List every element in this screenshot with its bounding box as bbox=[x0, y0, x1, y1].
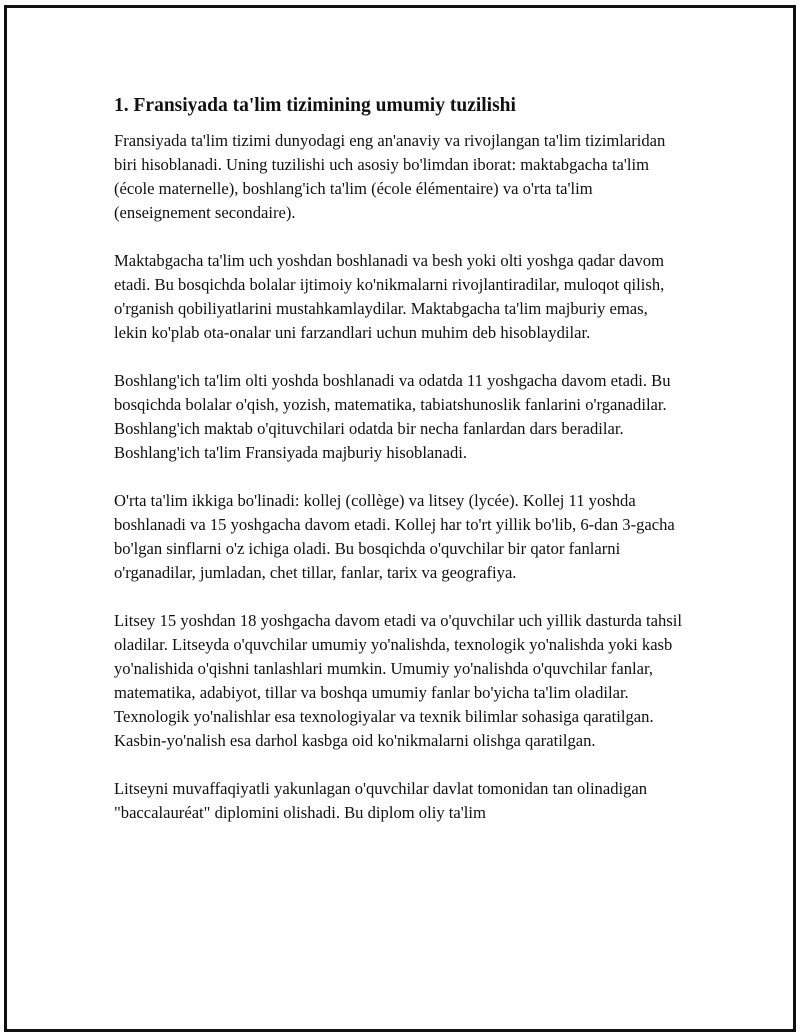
paragraph-secondary: O'rta ta'lim ikkiga bo'linadi: kollej (collège) va litsey (lycée). Kollej 11 yoshda boshlanadi va 15 yoshgacha davom etadi. Kollej har to'rt yillik bo'lib, 6-dan 3-gacha bo'lgan sinflarni o'z ichiga oladi. Bu bosqichda o'quvchilar bir qator fanlarni o'rganadilar, jumladan, chet tillar, fanlar, tarix va geografiya. bbox=[114, 491, 675, 582]
paragraph-overview: Fransiyada ta'lim tizimi dunyodagi eng an'anaviy va rivojlangan ta'lim tizimlaridan biri hisoblanadi. Uning tuzilishi uch asosiy bo'limdan iborat: maktabgacha ta'lim (école maternelle), boshlang'ich ta'lim (école élémentaire) va o'rta ta'lim (enseignement secondaire). bbox=[114, 131, 666, 222]
document-body bbox=[114, 92, 684, 849]
paragraph-primary: Boshlang'ich ta'lim olti yoshda boshlanadi va odatda 11 yoshgacha davom etadi. Bu bosqichda bolalar o'qish, yozish, matematika, tabiatshunoslik fanlarini o'rganadilar. Boshlang'ich maktab o'qituvchilari odatda bir necha fanlardan dars beradilar. Boshlang'ich ta'lim Fransiyada majburiy hisoblanadi. bbox=[114, 371, 671, 462]
paragraph-preschool: Maktabgacha ta'lim uch yoshdan boshlanadi va besh yoki olti yoshga qadar davom etadi. Bu bosqichda bolalar ijtimoiy ko'nikmalarni rivojlantiradilar, muloqot qilish, o'rganish qobiliyatlarini mustahkamlaydilar. Maktabgacha ta'lim majburiy emas, lekin ko'plab ota-onalar uni farzandlari uchun muhim deb hisoblaydilar. bbox=[114, 251, 665, 342]
paragraph-lycee: Litsey 15 yoshdan 18 yoshgacha davom etadi va o'quvchilar uch yillik dasturda tahsil oladilar. Litseyda o'quvchilar umumiy yo'nalishda, texnologik yo'nalishda yoki kasb yo'nalishida o'qishni tanlashlari mumkin. Umumiy yo'nalishda o'quvchilar fanlar, matematika, adabiyot, tillar va boshqa umumiy fanlar bo'yicha ta'lim oladilar. Texnologik yo'nalishlar esa texnologiyalar va texnik bilimlar sohasiga qaratilgan. Kasbin-yo'nalish esa darhol kasbga oid ko'nikmalarni olishga qaratilgan. bbox=[114, 611, 682, 750]
section-heading: 1. Fransiyada ta'lim tizimining umumiy tuzilishi bbox=[114, 95, 516, 116]
paragraph-baccalaureate: Litseyni muvaffaqiyatli yakunlagan o'quvchilar davlat tomonidan tan olinadigan "baccalauréat" diplomini olishadi. Bu diplom oliy ta'lim bbox=[114, 779, 648, 822]
